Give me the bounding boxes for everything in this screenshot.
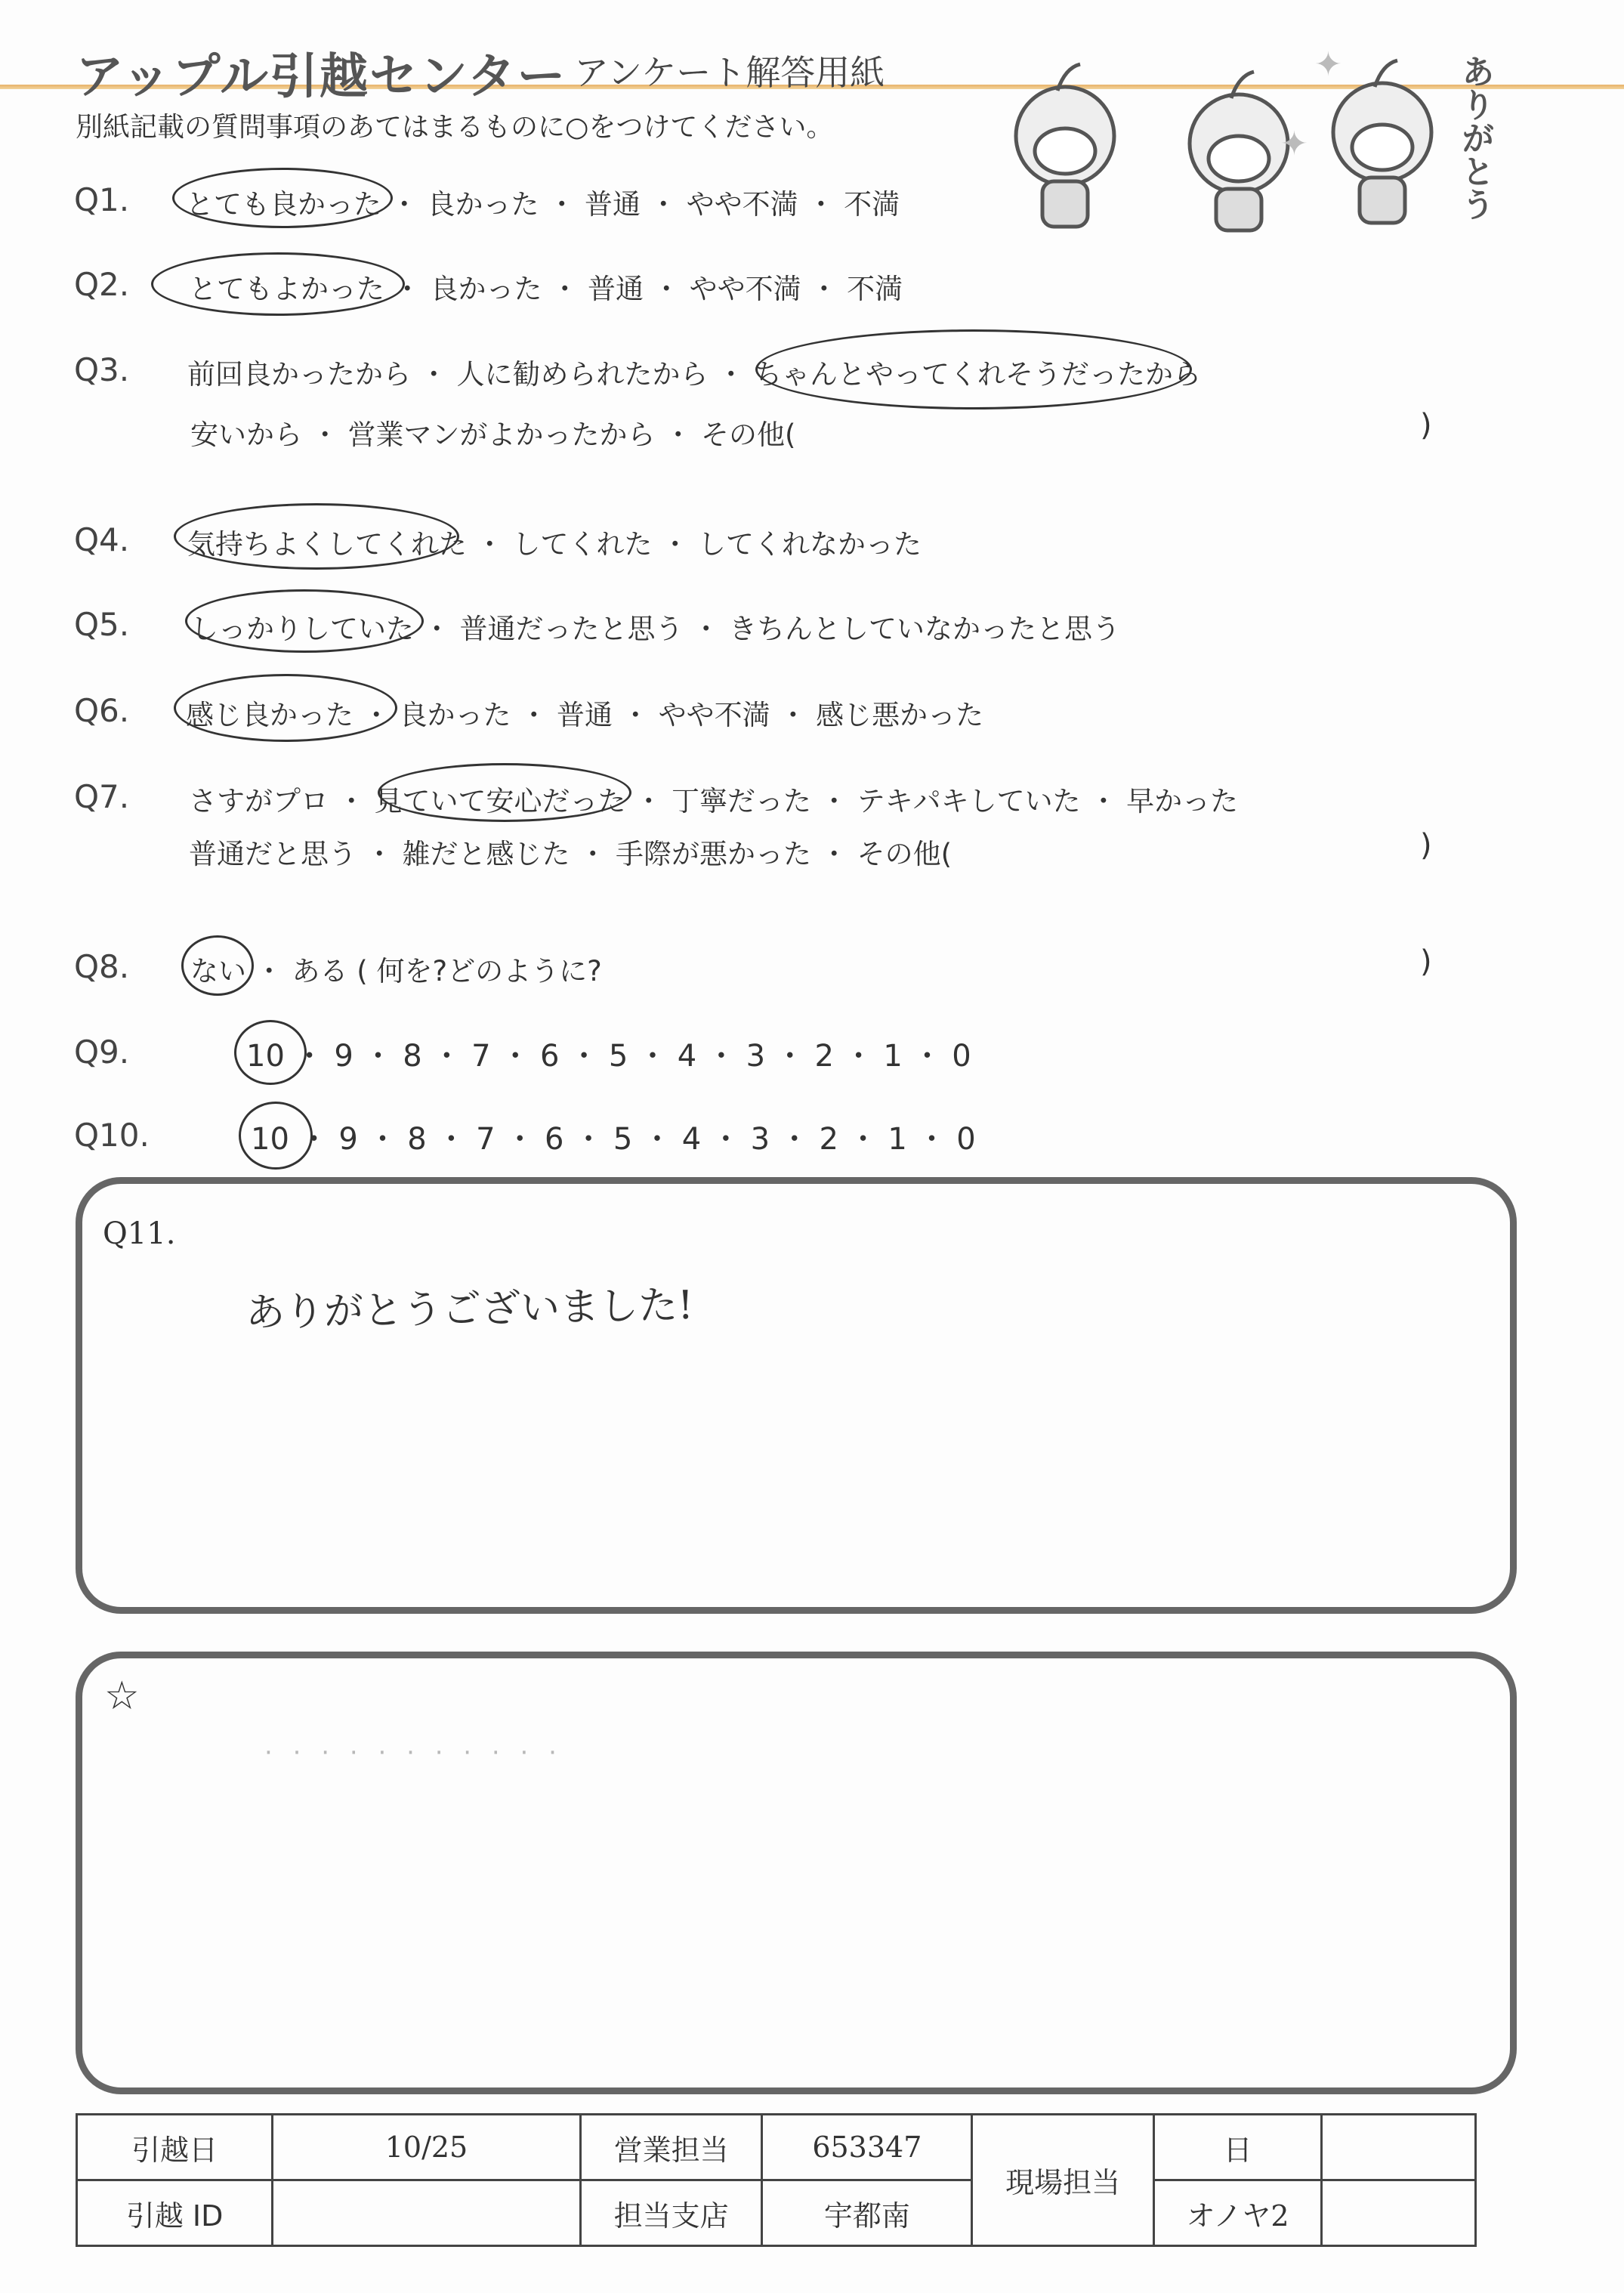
move-id-value: [273, 2180, 580, 2246]
q6-label: Q6.: [74, 692, 130, 729]
q6-options: 感じ良かった ・ 良かった ・ 普通 ・ やや不満 ・ 感じ悪かった: [186, 699, 984, 731]
q8-label: Q8.: [74, 948, 130, 985]
q3-close-paren: ): [1420, 408, 1432, 443]
sparkle-icon: ✦: [1314, 45, 1342, 84]
q11-comment-box: [76, 1177, 1517, 1614]
faint-erased-writing: · · · · · · · · · · ·: [264, 1738, 563, 1768]
q10-scale: 10 ・ 9 ・ 8 ・ 7 ・ 6 ・ 5 ・ 4 ・ 3 ・ 2 ・ 1 ・ 0: [251, 1122, 976, 1157]
sales-rep-label: 営業担当: [580, 2115, 762, 2180]
q11-handwritten-answer: ありがとうございました!: [245, 1282, 694, 1337]
star-comment-box: [76, 1652, 1517, 2094]
answer-circle-mark: [174, 674, 397, 742]
q2-label: Q2.: [74, 266, 130, 303]
q11-label: Q11.: [103, 1216, 176, 1251]
answer-circle-mark: [174, 503, 459, 570]
q9-label: Q9.: [74, 1034, 130, 1071]
answer-circle-mark: [239, 1102, 313, 1170]
form-subtitle: アンケート解答用紙: [574, 52, 885, 93]
q3-options-line2: 安いから ・ 営業マンがよかったから ・ その他(: [190, 419, 796, 451]
q1-options: とても良かった ・ 良かった ・ 普通 ・ やや不満 ・ 不満: [186, 188, 900, 221]
q8-options: ない ・ ある ( 何を?どのように?: [190, 955, 602, 987]
q3-options-line1: 前回良かったから ・ 人に勧められたから ・ ちゃんとやってくれそうだったから: [187, 358, 1202, 391]
q3-label: Q3.: [74, 351, 130, 388]
q7-label: Q7.: [74, 778, 130, 815]
site-staff-extra-cell: [1322, 2115, 1476, 2180]
staff-info-table: [76, 2113, 1477, 2247]
q5-options: しっかりしていた ・ 普通だったと思う ・ きちんとしていなかったと思う: [190, 613, 1121, 645]
q7-options-line2: 普通だと思う ・ 雑だと感じた ・ 手際が悪かった ・ その他(: [189, 838, 952, 870]
site-staff-extra-cell: [1322, 2180, 1476, 2246]
branch-label: 担当支店: [580, 2180, 762, 2246]
q5-label: Q5.: [74, 606, 130, 643]
star-icon: ☆: [104, 1673, 140, 1719]
sparkle-icon: ✦: [1280, 125, 1308, 163]
answer-circle-mark: [151, 252, 405, 316]
move-date-label: 引越日: [77, 2115, 273, 2180]
arigato-mascot-text: ありがとう: [1456, 54, 1494, 221]
site-staff-value-2: オノヤ2: [1154, 2180, 1322, 2246]
site-staff-value-1: 日: [1154, 2115, 1322, 2180]
move-id-label: 引越 ID: [77, 2180, 273, 2246]
answer-circle-mark: [234, 1020, 307, 1085]
move-date-value: 10/25: [273, 2115, 580, 2180]
branch-value: 宇都南: [762, 2180, 972, 2246]
instruction-text: 別紙記載の質問事項のあてはまるものに○をつけてください。: [76, 112, 834, 143]
site-staff-label: 現場担当: [972, 2115, 1154, 2246]
answer-circle-mark: [181, 935, 254, 996]
mascot-monkeys-illustration: [982, 45, 1465, 242]
company-title: アップル引越センター: [76, 49, 567, 105]
q7-close-paren: ): [1420, 828, 1432, 863]
answer-circle-mark: [755, 329, 1192, 409]
q8-close-paren: ): [1420, 944, 1432, 979]
q10-label: Q10.: [74, 1117, 150, 1154]
q4-label: Q4.: [74, 521, 130, 558]
q7-options-line1: さすがプロ ・ 見ていて安心だった ・ 丁寧だった ・ テキパキしていた ・ 早かった: [189, 785, 1239, 817]
q4-options: 気持ちよくしてくれた ・ してくれた ・ してくれなかった: [187, 528, 922, 561]
q1-label: Q1.: [74, 181, 130, 218]
sales-rep-value: 653347: [762, 2115, 972, 2180]
answer-circle-mark: [185, 589, 424, 653]
answer-circle-mark: [172, 168, 393, 228]
q9-scale: 10 ・ 9 ・ 8 ・ 7 ・ 6 ・ 5 ・ 4 ・ 3 ・ 2 ・ 1 ・ 0: [246, 1039, 971, 1074]
answer-circle-mark: [378, 763, 631, 822]
q2-options: とてもよかった ・ 良かった ・ 普通 ・ やや不満 ・ 不満: [189, 273, 903, 305]
